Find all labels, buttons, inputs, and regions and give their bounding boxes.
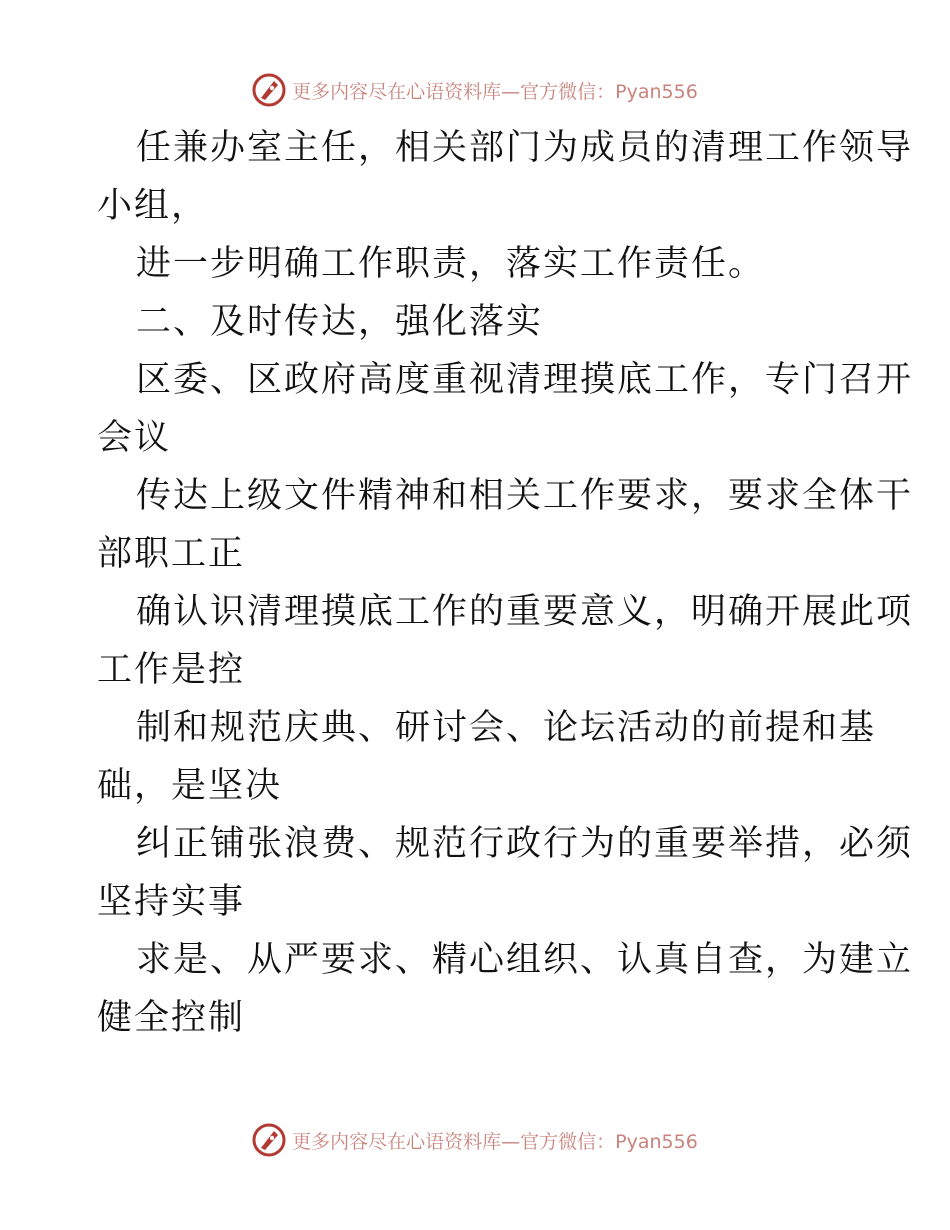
text-line: 区委、区政府高度重视清理摸底工作，专门召开 bbox=[136, 360, 914, 400]
text-line: 工作是控 bbox=[97, 650, 246, 690]
text-line: 纠正铺张浪费、规范行政行为的重要举措，必须 bbox=[136, 824, 914, 864]
text-line: 传达上级文件精神和相关工作要求，要求全体干 bbox=[136, 476, 914, 516]
header-banner-text: 更多内容尽在心语资料库—官方微信：Pyan556 bbox=[292, 80, 698, 103]
text-line: 求是、从严要求、精心组织、认真自查，为建立 bbox=[136, 940, 914, 980]
text-line: 进一步明确工作职责，落实工作责任。 bbox=[136, 244, 766, 284]
text-line: 制和规范庆典、研讨会、论坛活动的前提和基 bbox=[136, 708, 877, 748]
text-line: 坚持实事 bbox=[97, 882, 246, 922]
pen-logo-icon bbox=[252, 73, 286, 107]
text-line: 确认识清理摸底工作的重要意义，明确开展此项 bbox=[136, 592, 914, 632]
text-line: 会议 bbox=[97, 418, 172, 458]
header-banner bbox=[0, 70, 950, 110]
text-line: 部职工正 bbox=[97, 534, 246, 574]
pen-logo-icon bbox=[252, 1123, 286, 1157]
text-line: 础，是坚决 bbox=[97, 766, 283, 806]
footer-banner bbox=[0, 1120, 950, 1160]
text-line: 任兼办室主任，相关部门为成员的清理工作领导 bbox=[136, 128, 914, 168]
footer-banner-text: 更多内容尽在心语资料库—官方微信：Pyan556 bbox=[292, 1130, 698, 1153]
section-heading: 二、及时传达，强化落实 bbox=[136, 302, 544, 342]
text-line: 健全控制 bbox=[97, 998, 246, 1038]
text-line: 小组， bbox=[97, 186, 209, 226]
